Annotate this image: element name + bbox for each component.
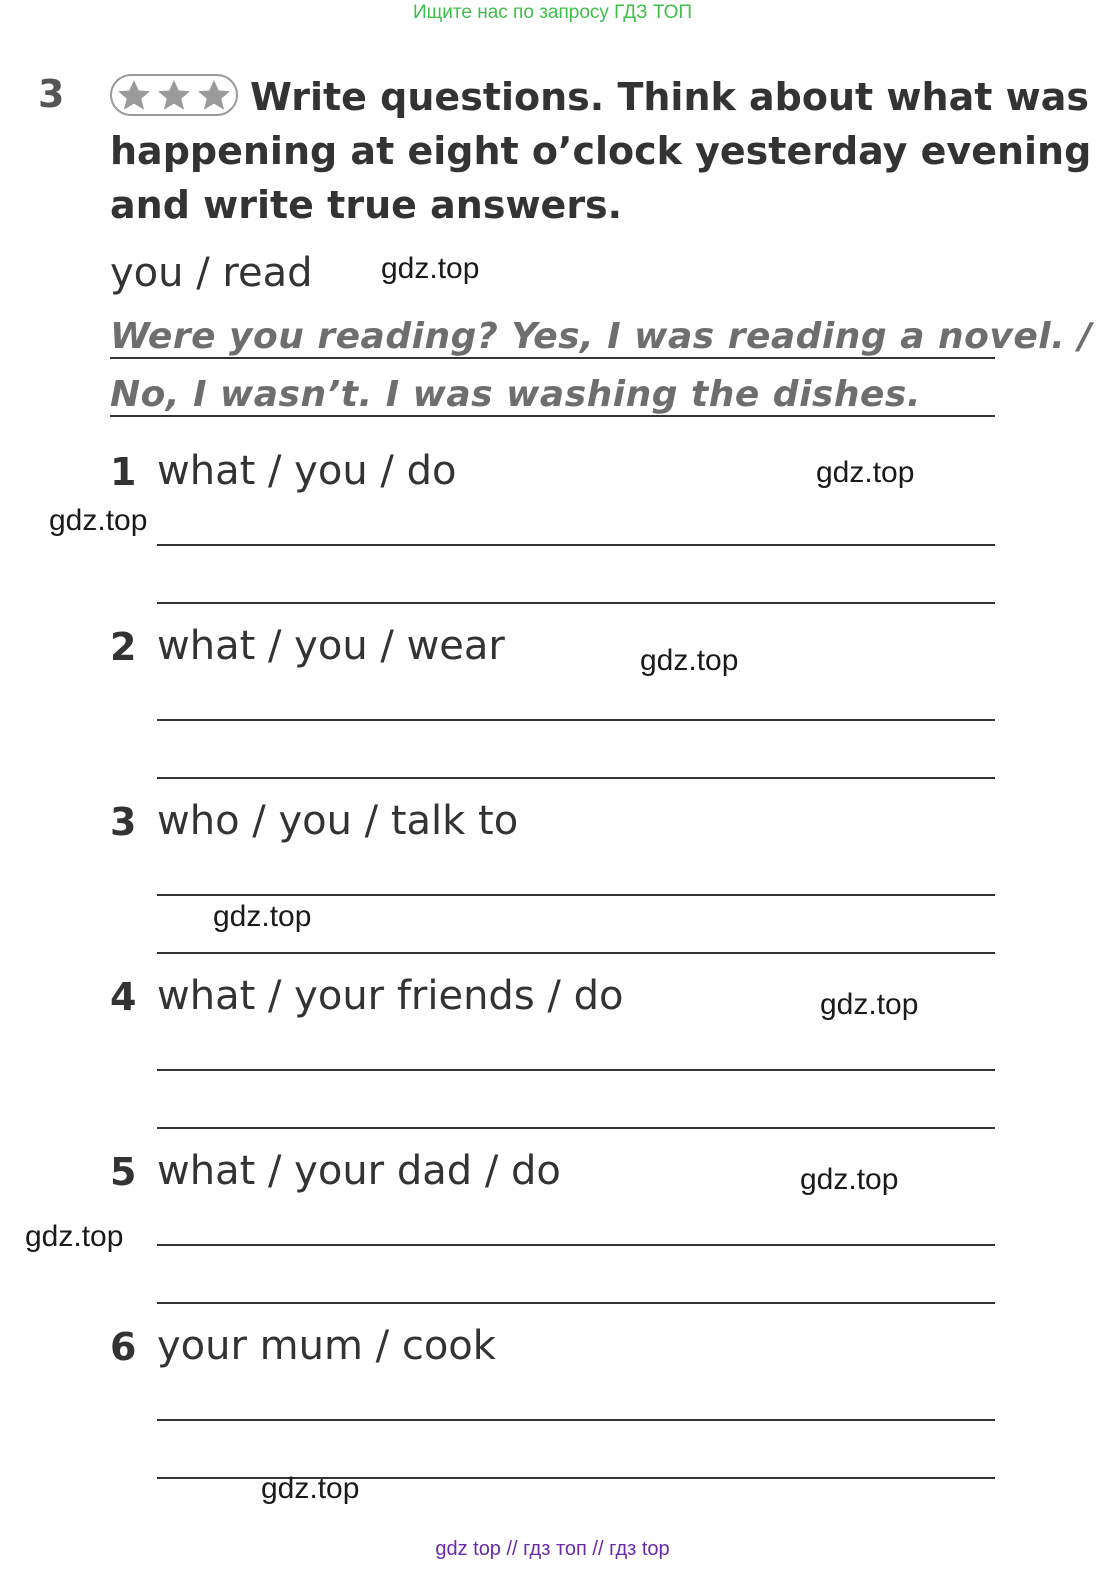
answer-line[interactable] xyxy=(157,1419,995,1421)
answer-line[interactable] xyxy=(157,952,995,954)
example-answer-rule xyxy=(110,357,995,359)
answer-line[interactable] xyxy=(157,894,995,896)
watermark: gdz.top xyxy=(381,252,480,285)
footer-links[interactable]: gdz top // гдз топ // гдз top xyxy=(435,1538,670,1560)
question-number: 6 xyxy=(110,1325,137,1369)
question-prompt: who / you / talk to xyxy=(157,798,519,844)
answer-line[interactable] xyxy=(157,544,995,546)
difficulty-stars xyxy=(110,74,238,116)
answer-line[interactable] xyxy=(157,1302,995,1304)
question-prompt: what / you / do xyxy=(157,448,457,494)
watermark: gdz.top xyxy=(800,1163,899,1196)
three-stars-icon xyxy=(114,78,234,112)
question-prompt: your mum / cook xyxy=(157,1323,496,1369)
question-prompt: what / your dad / do xyxy=(157,1148,561,1194)
question-number: 2 xyxy=(110,625,137,669)
watermark: gdz.top xyxy=(261,1472,360,1505)
answer-line[interactable] xyxy=(157,1244,995,1246)
question-number: 3 xyxy=(110,800,137,844)
watermark: gdz.top xyxy=(820,988,919,1021)
watermark: gdz.top xyxy=(213,900,312,933)
question-prompt: what / your friends / do xyxy=(157,973,624,1019)
question-number: 4 xyxy=(110,975,137,1019)
answer-line[interactable] xyxy=(157,1069,995,1071)
example-prompt: you / read xyxy=(110,250,313,296)
instruction-line-3: and write true answers. xyxy=(110,183,623,227)
watermark: gdz.top xyxy=(640,644,739,677)
top-banner: Ищите нас по запросу ГДЗ ТОП xyxy=(412,2,693,23)
watermark: gdz.top xyxy=(49,504,148,537)
example-answer-line-1: Were you reading? Yes, I was reading a novel. / xyxy=(110,316,1092,357)
question-prompt: what / you / wear xyxy=(157,623,505,669)
answer-line[interactable] xyxy=(157,602,995,604)
question-number: 1 xyxy=(110,450,137,494)
watermark: gdz.top xyxy=(25,1220,124,1253)
question-number: 5 xyxy=(110,1150,137,1194)
answer-line[interactable] xyxy=(157,777,995,779)
watermark: gdz.top xyxy=(816,456,915,489)
instruction-line-1: Write questions. Think about what was xyxy=(250,75,1089,119)
instruction-line-2: happening at eight o’clock yesterday evening xyxy=(110,129,1092,173)
example-answer-rule xyxy=(110,415,995,417)
exercise-number: 3 xyxy=(38,72,65,116)
answer-line[interactable] xyxy=(157,719,995,721)
example-answer-line-2: No, I wasn’t. I was washing the dishes. xyxy=(110,374,921,415)
answer-line[interactable] xyxy=(157,1127,995,1129)
